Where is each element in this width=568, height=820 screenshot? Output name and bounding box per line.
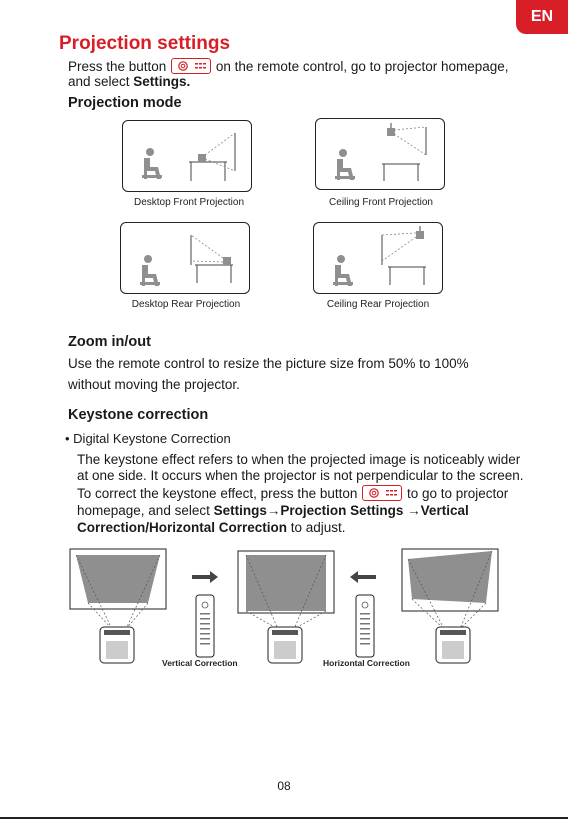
- zoom-line-1: Use the remote control to resize the picture size from 50% to 100%: [68, 356, 469, 371]
- intro-text-pre: Press the button: [68, 59, 167, 74]
- keystone-line-4: homepage, and select Settings→Projection Settings →Vertical: [77, 503, 469, 518]
- keystone-line-2: at one side. It occurs when the projector is not perpendicular to the screen.: [77, 468, 524, 483]
- page-number: 08: [277, 779, 291, 793]
- zoom-heading: Zoom in/out: [68, 334, 151, 350]
- intro-line-1: [68, 58, 509, 75]
- horizontal-correction-label: Horizontal Correction: [323, 658, 410, 668]
- zoom-line-2: without moving the projector.: [68, 377, 240, 392]
- caption-ceiling-rear: Ceiling Rear Projection: [326, 299, 430, 310]
- caption-desktop-rear: Desktop Rear Projection: [131, 299, 241, 310]
- desktop-rear-projection-illustration: [120, 222, 250, 294]
- desktop-front-projection-illustration: [122, 120, 252, 192]
- keystone-line-3: To correct the keystone effect, press the button to go to projector: [77, 486, 509, 501]
- keystone-heading: Keystone correction: [68, 407, 209, 423]
- caption-ceiling-front: Ceiling Front Projection: [329, 197, 433, 208]
- settings-button-icon: [171, 58, 211, 74]
- projection-mode-heading: Projection mode: [68, 95, 182, 111]
- ceiling-front-projection-illustration: [315, 118, 445, 190]
- intro-text-post: on the remote control, go to projector homepage,: [215, 59, 509, 74]
- keystone-correction-diagram: [60, 545, 510, 675]
- intro-line-2: and select Settings.: [68, 74, 191, 89]
- vertical-correction-label: Vertical Correction: [162, 658, 238, 668]
- keystone-line-1: The keystone effect refers to when the projected image is noticeably wider: [77, 452, 521, 467]
- settings-label: Settings.: [133, 74, 191, 89]
- settings-button-icon: [362, 485, 402, 501]
- keystone-bullet: • Digital Keystone Correction: [65, 431, 231, 446]
- keystone-line-5: Correction/Horizontal Correction to adjust.: [77, 520, 346, 535]
- page-title: Projection settings: [59, 33, 231, 54]
- ceiling-rear-projection-illustration: [313, 222, 443, 294]
- caption-desktop-front: Desktop Front Projection: [133, 197, 245, 208]
- footer-divider: [0, 817, 568, 819]
- language-tab: EN: [516, 0, 568, 34]
